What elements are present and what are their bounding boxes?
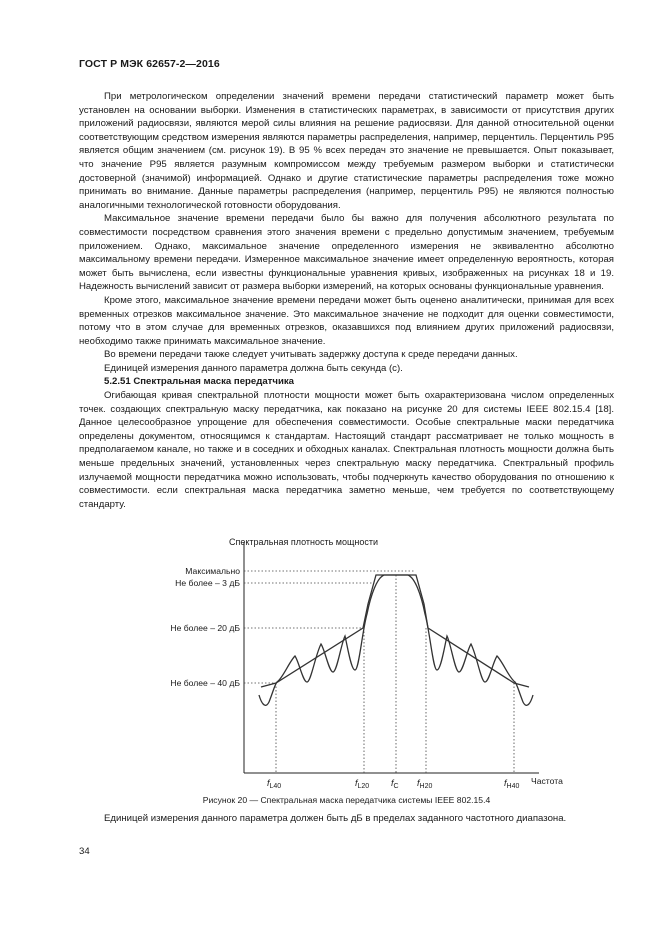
tick-fL40: $f_{L40}$ [267, 778, 282, 790]
spectrum-curve [259, 575, 533, 705]
tick-fC: $f_C$ [391, 778, 399, 790]
level-3db-label: Не более – 3 дБ [175, 578, 240, 588]
page-number: 34 [79, 846, 90, 857]
figure-spectral-mask [79, 532, 614, 808]
document-header: ГОСТ Р МЭК 62657-2—2016 [79, 58, 220, 70]
paragraph: Единицей измерения данного параметра должен быть дБ в пределах заданного частотного диапазона. [104, 813, 567, 824]
paragraph: Во времени передачи также следует учитывать задержку доступа к среде передачи данных. [104, 349, 518, 361]
x-axis-title: Частота [531, 776, 563, 786]
body-text [79, 90, 614, 511]
figure-caption: Рисунок 20 — Спектральная маска передатчика системы IEEE 802.15.4 [202, 795, 491, 805]
level-max-label: Максимально [185, 566, 240, 576]
paragraph: Кроме этого, максимальное значение времени передачи может быть оценено аналитически, принимая для всех временных отрезков максимальное значение. Это максимальное значение не подходит для оценки совместимости, потому что в этом случае для временных отрезков, оказавшихся под влиянием других приложений радиосвязи, необходимо также принимать максимальное значение. [79, 294, 614, 347]
tick-fL20: $f_{L20}$ [355, 778, 370, 790]
paragraph: Максимальное значение времени передачи было бы важно для получения абсолютного результата по совместимости посредством сравнения этого значения времени с предельно допустимым значением, требуемым приложением. Однако, максимальное значение определенного измерения не эквивалентно абсолютно максимальному времени передачи. Измеренное максимальное значение имеет определенную вероятность, которая может быть вычислена, если известны функциональные уравнения кривых, изображенных на рисунках 18 и 19. Надежность вычислений зависит от размера выборки измерений, на которых основаны функциональные уравнения. [79, 213, 614, 293]
level-40db-label: Не более – 40 дБ [170, 678, 240, 688]
tail-text [79, 812, 614, 826]
tick-fH40: $f_{H40}$ [504, 778, 520, 790]
paragraph: Огибающая кривая спектральной плотности мощности может быть охарактеризована числом определенных точек. создающих спектральную маску передатчика, как показано на рисунке 20 для системы IEEE 802.15.4 [18]. Данное целесообразное упрощение для обеспечения совместимости. Особые спектральные маски передатчика определены документом, относящимся к стандартам. Настоящий стандарт рассматривает не только мощность в предполагаемом канале, но также и в соседних и обходных каналах. Спектральная плотность мощности должна быть меньше предельных значений, установленных через спектральную маску передатчика. Спектральный профиль излучаемой мощности передатчика можно использовать, чтобы подчеркнуть качество оборудования по отношению к совместимости. если спектральная маска передатчика заметно меньше, чем требуется по соответствующему стандарту. [79, 390, 614, 510]
paragraph: При метрологическом определении значений времени передачи статистический параметр может быть установлен на основании выборки. Изменения в статистических параметрах, в зависимости от присутствия других приложений радиосвязи, являются мерой силы влияния на решение радиосвязи. Для данной относительной оценки соответствующим средством измерения являются параметры распределения, например, перцентиль. Перцентиль P95 является общим значением (см. рисунок 19). В 95 % всех передач это значение не превышается. Опыт показывает, что значение P95 является разумным компромиссом между требуемым размером выборки и статистически достоверной (значимой) информацией. Однако и другие статистические параметры распределения тоже можно принимать во внимание. Данные параметры распределения (например, перцентиль P95) не являются полностью аналогичными технологической готовности оборудования. [79, 91, 614, 211]
tick-fH20: $f_{H20}$ [417, 778, 433, 790]
paragraph: Единицей измерения данного параметра должна быть секунда (с). [104, 362, 403, 374]
spectral-mask-diagram [79, 532, 614, 808]
section-heading: 5.2.51 Спектральная маска передатчика [104, 376, 294, 388]
y-axis-title: Спектральная плотность мощности [229, 537, 379, 547]
level-20db-label: Не более – 20 дБ [170, 623, 240, 633]
